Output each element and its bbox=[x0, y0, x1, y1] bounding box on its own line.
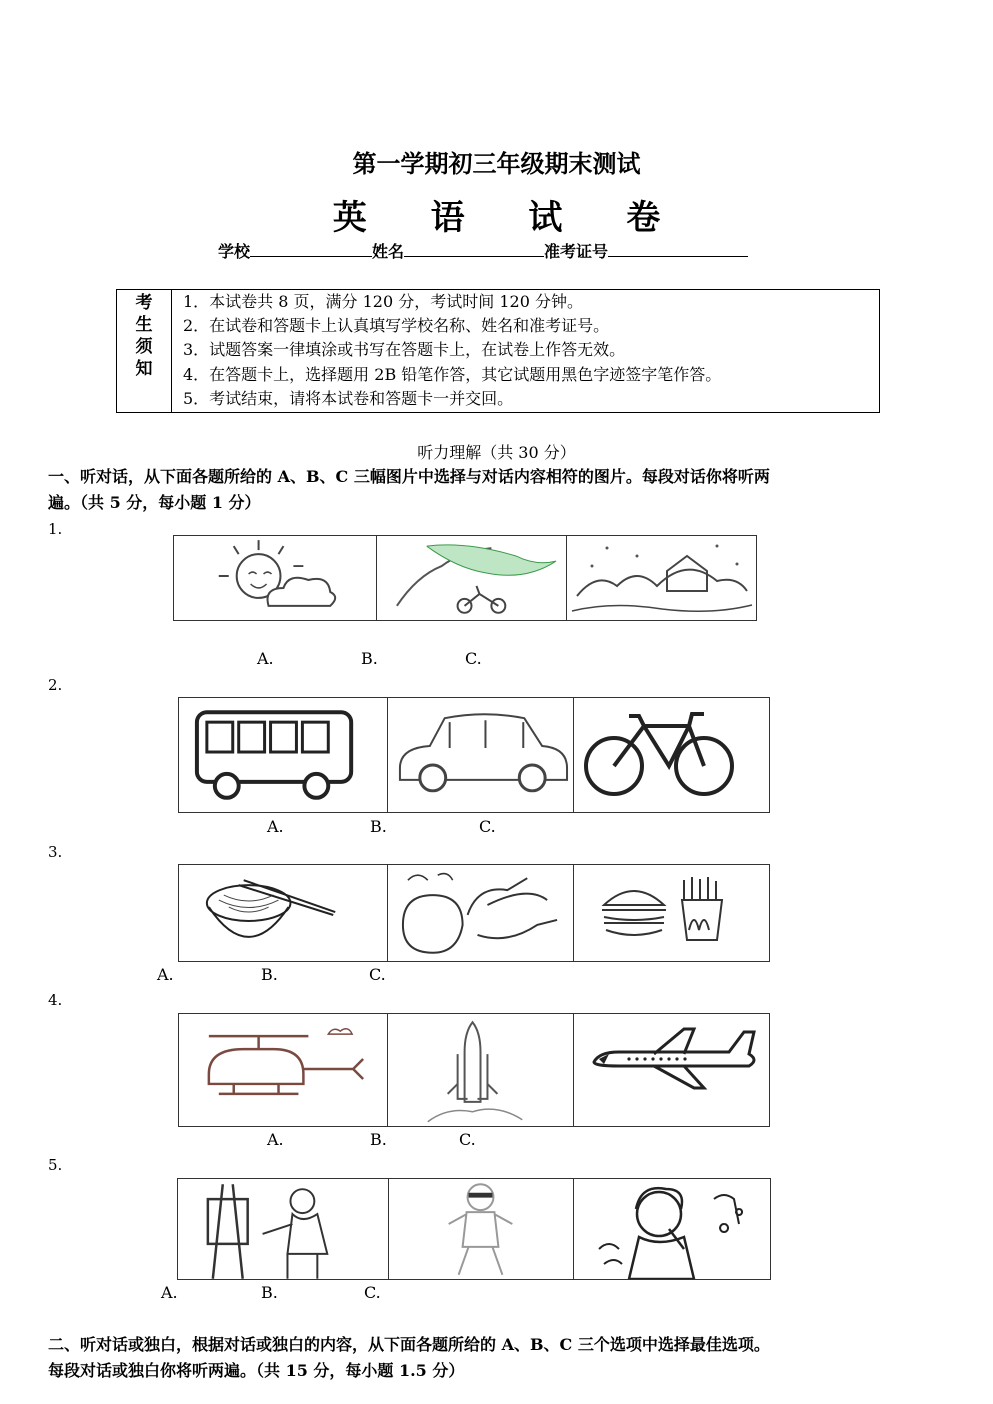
option-a-label: A. bbox=[267, 817, 284, 836]
exam-subtitle: 第一学期初三年级期末测试 bbox=[352, 149, 641, 178]
notice-list bbox=[183, 290, 721, 411]
notice-item: 3．试题答案一律填涂或书写在答题卡上，在试卷上作答无效。 bbox=[183, 340, 626, 360]
painter-picture[interactable] bbox=[178, 1179, 389, 1279]
option-b-label: B. bbox=[370, 817, 387, 836]
part2-instructions: 二、听对话或独白，根据对话或独白的内容，从下面各题所给的 A、B、C 三个选项中选择最佳选项。 每段对话或独白你将听两遍。（共 15 分，每小题 1.5 分） bbox=[48, 1335, 770, 1380]
section-heading: 听力理解（共 30 分） bbox=[417, 443, 576, 462]
noodles-picture[interactable] bbox=[179, 865, 388, 961]
question-number: 1. bbox=[48, 520, 63, 538]
option-b-label: B. bbox=[261, 965, 278, 984]
option-c-label: C. bbox=[479, 817, 496, 836]
option-b-label: B. bbox=[361, 649, 378, 668]
question-number: 3. bbox=[48, 843, 63, 861]
snowy-house-picture[interactable] bbox=[567, 536, 756, 620]
bus-picture[interactable] bbox=[179, 698, 388, 812]
question-4-pictures bbox=[178, 1013, 770, 1127]
option-a-label: A. bbox=[161, 1283, 178, 1302]
notice-item: 2．在试卷和答题卡上认真填写学校名称、姓名和准考证号。 bbox=[183, 316, 610, 336]
option-c-label: C. bbox=[459, 1130, 476, 1149]
sun-cloud-picture[interactable] bbox=[174, 536, 377, 620]
name-blank[interactable] bbox=[404, 242, 544, 257]
question-number: 2. bbox=[48, 676, 63, 694]
notice-item: 1．本试卷共 8 页，满分 120 分，考试时间 120 分钟。 bbox=[183, 292, 583, 311]
question-number: 5. bbox=[48, 1156, 63, 1174]
bicycle-picture[interactable] bbox=[574, 698, 769, 812]
notice-side-label: 考 生 须 知 bbox=[117, 290, 172, 412]
question-1-pictures bbox=[173, 535, 757, 621]
question-3-pictures bbox=[178, 864, 770, 962]
exam-title: 英 语 试 卷 bbox=[332, 198, 687, 238]
notice-item: 4．在答题卡上，选择题用 2B 铅笔作答，其它试题用黑色字迹签字笔作答。 bbox=[183, 364, 722, 384]
question-5-pictures bbox=[177, 1178, 771, 1280]
option-c-label: C. bbox=[364, 1283, 381, 1302]
name-label: 姓名 bbox=[372, 242, 405, 261]
chicken-picture[interactable] bbox=[388, 865, 574, 961]
id-label: 准考证号 bbox=[544, 242, 609, 261]
question-number: 4. bbox=[48, 991, 63, 1009]
airplane-picture[interactable] bbox=[574, 1014, 769, 1126]
part1-instructions: 一、听对话，从下面各题所给的 A、B、C 三幅图片中选择与对话内容相符的图片。每段对话你将听两 遍。（共 5 分，每小题 1 分） bbox=[48, 467, 770, 512]
dancer-picture[interactable] bbox=[389, 1179, 574, 1279]
option-a-label: A. bbox=[157, 965, 174, 984]
student-info-line bbox=[218, 239, 748, 262]
option-c-label: C. bbox=[465, 649, 482, 668]
car-picture[interactable] bbox=[388, 698, 574, 812]
option-b-label: B. bbox=[370, 1130, 387, 1149]
helicopter-picture[interactable] bbox=[179, 1014, 388, 1126]
option-b-label: B. bbox=[261, 1283, 278, 1302]
option-a-label: A. bbox=[257, 649, 274, 668]
id-blank[interactable] bbox=[608, 242, 748, 257]
option-c-label: C. bbox=[369, 965, 386, 984]
option-a-label: A. bbox=[267, 1130, 284, 1149]
rocket-picture[interactable] bbox=[388, 1014, 574, 1126]
exam-notice-box bbox=[116, 289, 880, 413]
hamburger-fries-picture[interactable] bbox=[574, 865, 769, 961]
school-label: 学校 bbox=[218, 242, 251, 261]
singer-picture[interactable] bbox=[574, 1179, 770, 1279]
question-2-pictures bbox=[178, 697, 770, 813]
windy-tree-bike-picture[interactable] bbox=[377, 536, 567, 620]
notice-item: 5．考试结束，请将本试卷和答题卡一并交回。 bbox=[183, 388, 514, 408]
school-blank[interactable] bbox=[250, 242, 372, 257]
